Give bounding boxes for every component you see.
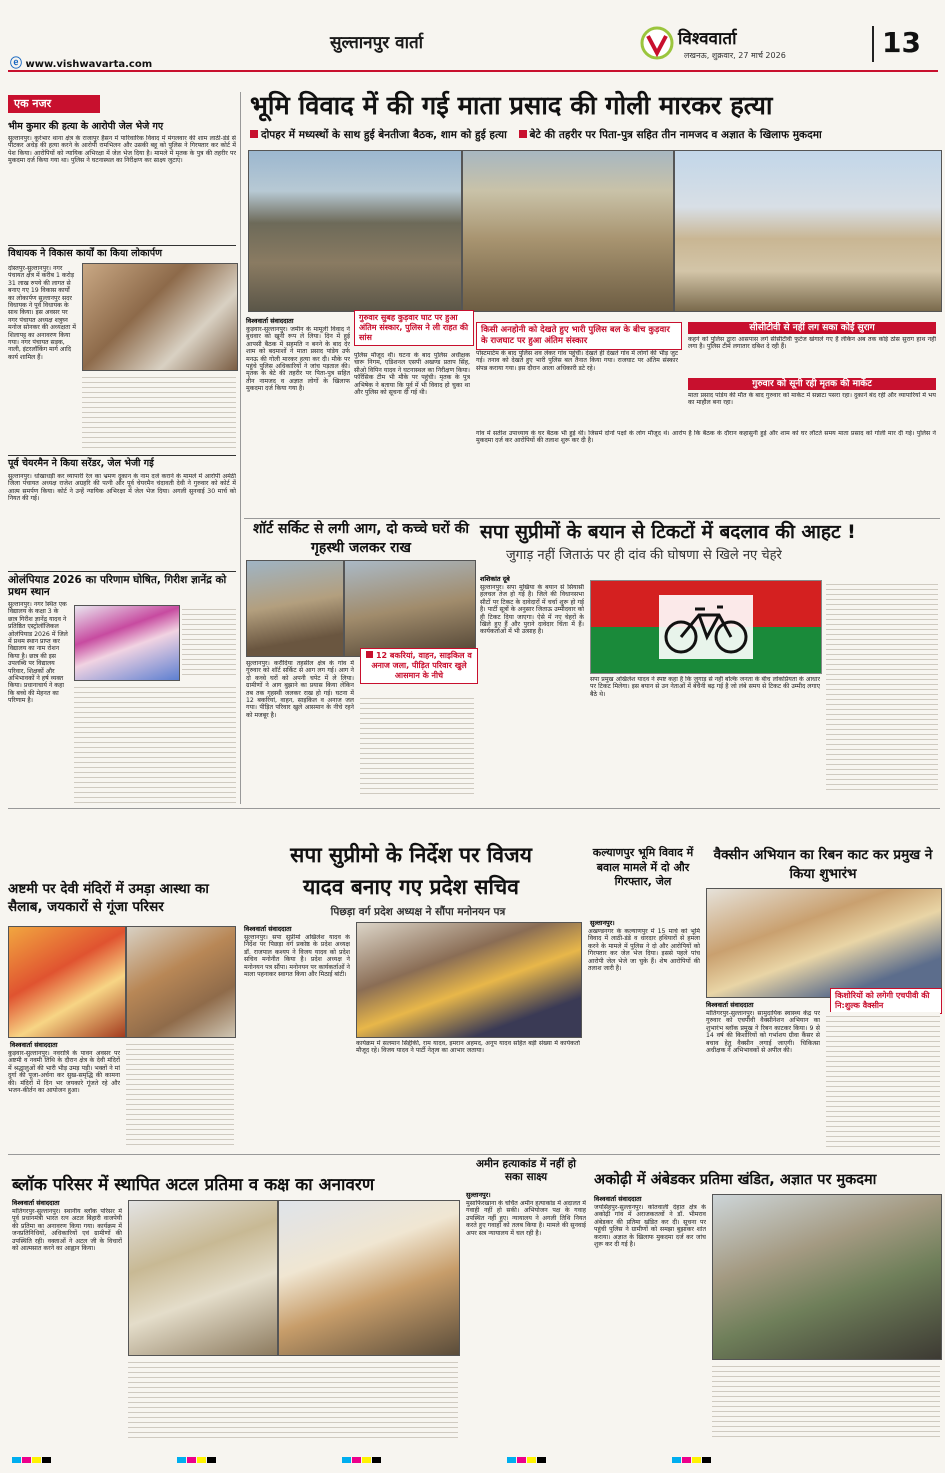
page-number: 13 (882, 26, 921, 59)
sp-body: सुल्तानपुर। सपा मुखिया के बयान से सियासी हलचल तेज हो गई है। जिले की विधानसभा सीटों पर टिकट के दावेदारों में चर्चा शुरू हो गई है। पार्टी सूत्रों के अनुसार जिताऊ उम्मीदवार को ही टिकट दिया जाएगा। ऐसे में नए चेहरों के खिले हुए हैं और पुराने दावेदार चिंता में हैं। कार्यकर्ताओं में भी उत्साह है। (480, 584, 584, 636)
fire-photo (246, 560, 344, 657)
masthead (0, 0, 945, 70)
ambedkar-body: जयसिंहपुर-सुल्तानपुर। कोतवाली देहात क्षेत्र के अकोढ़ी गांव में अराजकतत्वों ने डॉ. भीमराव अंबेडकर की प्रतिमा खंडित कर दी। सूचना पर पहुंची पुलिस ने ग्रामीणों को समझा बुझाकर शांत कराया। अज्ञात के खिलाफ मुकदमा दर्ज कर जांच शुरू कर दी गई है। (594, 1204, 706, 1249)
secretary-sub: पिछड़ा वर्ग प्रदेश अध्यक्ष ने सौंपा मनोनयन पत्र (330, 906, 506, 918)
sidebar-story-1-body: सुल्तानपुर। कूरेभार थाना क्षेत्र के राजापुर हैसन में पारिवारिक विवाद में मंगलवार की शाम लाठी-डंडे से पीटकर अधेड़ की हत्या करने के आरोपी रामभिलन और उसकी बहू को पुलिस ने गिरफ्तार कर कोर्ट में पेश किया। आरोपियों को न्यायिक अभिरक्षा में जेल भेज दिया है। मामले में मृतक के पुत्र की तहरीर पर मुकदमा दर्ज किया गया था। पुलिस ने घटनास्थल का निरीक्षण कर साक्ष्य जुटाए। (8, 135, 236, 165)
bicycle-icon (659, 595, 753, 659)
kalyanpur-headline: कल्याणपुर भूमि विवाद में बवाल मामले में दो और गिरफ्तार, जेल (592, 846, 694, 888)
secretary-body-2: कार्यक्रम में सलमान सिद्दीकी, राम यादव, इमरान अहमद, अनूप यादव सहित बड़ी संख्या में कार्यकर्ता मौजूद रहे। विजय यादव ने पार्टी नेतृत्व का आभार जताया। (356, 1040, 580, 1055)
section-title: सुल्तानपुर वार्ता (330, 33, 424, 53)
sp-byline: शशिकांत दूबे (480, 575, 510, 583)
sidebar-story-4-body-cont (182, 605, 236, 679)
secretary-byline: विश्ववार्ता संवाददाता (244, 925, 292, 933)
secretary-headline-2: यादव बनाए गए प्रदेश सचिव (303, 875, 519, 899)
temple-photo (8, 926, 126, 1038)
lead-strap: दोपहर में मध्यस्थों के साथ हुई बेनतीजा बैठक, शाम को हुई हत्या बेटे की तहरीर पर पिता-पुत्र सहित तीन नामजद व अज्ञात के खिलाफ मुकदमा (250, 126, 940, 144)
lead-body-6: गांव में सतीश उपाध्याय के घर बैठक भी हुई थी। जिसमें दोनों पक्षों के लोग मौजूद थे। आरोप है कि बैठक के दौरान कहासुनी हुई और शाम को घर लौटते समय माता प्रसाद को गोली मार दी गई। पुलिस ने मुकदमा दर्ज कर आरोपियों की तलाश शुरू कर दी है। (476, 430, 936, 445)
mla-photo (82, 263, 238, 371)
cremation-caption: गुरुवार सुबह कुड़वार घाट पर हुआ अंतिम संस्कार, पुलिस ने ली राहत की सांस (354, 310, 474, 346)
lead-body-4: कहने को पुलिस द्वारा आसपास लगे सीसीटीवी फुटेज खंगाले गए हैं लेकिन अब तक कोई ठोस सुराग हाथ नहीं लगा है। पुलिस टीमें लगातार दबिश दे रही हैं। (688, 336, 936, 351)
sp-flag (590, 580, 822, 674)
print-registration-bar (12, 1448, 932, 1456)
temple-body-cont (126, 1040, 234, 1148)
market-photo (674, 150, 942, 312)
fire-body-cont (360, 694, 474, 796)
temple-body: कुड़वार-सुल्तानपुर। नवरात्रि के पावन अवसर पर अष्टमी व नवमी तिथि के दौरान क्षेत्र के देवी मंदिरों में श्रद्धालुओं की भारी भीड़ उमड़ पड़ी। भक्तों ने मां दुर्गा की पूजा-अर्चना कर सुख-समृद्धि की कामना की। मंदिरों में दिन भर जयकारे गूंजते रहे और भजन-कीर्तन का आयोजन हुआ। (8, 1050, 120, 1095)
atal-headline: ब्लॉक परिसर में स्थापित अटल प्रतिमा व कक्ष का अनावरण (12, 1175, 375, 1195)
fire-photo-2 (344, 560, 476, 657)
ambedkar-byline: विश्ववार्ता संवाददाता (594, 1195, 642, 1203)
vaccine-body-cont (826, 1012, 940, 1148)
ambedkar-body-cont (712, 1362, 940, 1438)
lead-body-3: पोस्टमार्टम के बाद पुलिस शव लेकर गांव पहुंची। देखते ही देखते गांव में लोगों की भीड़ जुट गई। तनाव को देखते हुए भारी पुलिस बल तैनात किया गया। राजघाट पर अंतिम संस्कार संपन्न कराया गया। इस दौरान आला अधिकारी डटे रहे। (476, 350, 678, 372)
ambedkar-headline: अकोढ़ी में अंबेडकर प्रतिमा खंडित, अज्ञात पर मुकदमा (594, 1172, 877, 1188)
hatyakand-headline: अमीन हत्याकांड में नहीं हो सका साक्ष्य (476, 1158, 576, 1183)
ie-icon: ⓔ (10, 56, 23, 70)
temple-photo-2 (126, 926, 236, 1038)
sp-subheadline: जुगाड़ नहीं जिताऊं पर ही दांव की घोषणा से खिले नए चेहरे (506, 548, 782, 563)
sp-body-3 (826, 580, 938, 794)
crowd-photo (248, 150, 462, 312)
vaccine-byline: विश्ववार्ता संवाददाता (706, 1001, 754, 1009)
police-photo (462, 150, 674, 312)
secretary-body: सुल्तानपुर। सपा सुप्रीमो अखिलेश यादव के निर्देश पर पिछड़ा वर्ग प्रकोष्ठ के प्रदेश अध्यक्ष डॉ. राजपाल कश्यप ने विजय यादव को प्रदेश सचिव मनोनीत किया है। प्रदेश अध्यक्ष ने मनोनयन पत्र सौंपा। मनोनयन पर कार्यकर्ताओं ने माला पहनाकर स्वागत किया और मिठाई बांटी। (244, 934, 350, 979)
brand-logo (640, 26, 674, 64)
lead-body-1: कुड़वार-सुल्तानपुर। जमीन के मामूली विवाद ने बुधवार को खूनी रूप ले लिया। दिन में हुई आपसी बैठक में सहमति न बनने के बाद देर शाम को बदमाशों ने माता प्रसाद पांडेय उर्फ मनऊ की गोली मारकर हत्या कर दी। मौके पर पहुंचे पुलिस अधिकारियों ने जांच पड़ताल की। मृतक के बेटे की तहरीर पर पिता-पुत्र सहित तीन नामजद व अज्ञात लोगों के खिलाफ मुकदमा दर्ज किया गया है। (246, 326, 350, 393)
atal-photo-2 (278, 1200, 460, 1356)
dateline: लखनऊ, शुक्रवार, 27 मार्च 2026 (684, 51, 786, 60)
lead-headline: भूमि विवाद में की गई माता प्रसाद की गोली मारकर हत्या (250, 91, 773, 121)
hatyakand-byline: सुल्तानपुर। (466, 1191, 491, 1199)
market-caption: गुरुवार को सूनी रही मृतक की मार्केट (688, 378, 936, 390)
sidebar (8, 95, 236, 815)
sidebar-story-1-title: भीम कुमार की हत्या के आरोपी जेल भेजे गए (8, 121, 164, 132)
sidebar-story-3-body: सुल्तानपुर। धोखाधड़ी कर व्यापारी रेल का भ्रमण दूकान के नाम दर्ज कराने के मामले में आरोपी अमेठी जिला पंचायत अध्यक्ष राजेश अग्रहरि की पत्नी और पूर्व चेयरमैन चंदावती देवी ने गुरुवार को कोर्ट में आत्म समर्पण किया। कोर्ट ने उन्हें न्यायिक अभिरक्षा में जेल भेज दिया। अगली सुनवाई 30 मार्च को नियत की गई। (8, 473, 236, 503)
sidebar-story-4-body-more (74, 683, 236, 803)
lead-byline: विश्ववार्ता संवाददाता (246, 317, 294, 325)
website-link[interactable]: ⓔ www.vishwavarta.com (10, 56, 153, 70)
vaccine-headline: वैक्सीन अभियान का रिबन काट कर प्रमुख ने किया शुभारंभ (713, 847, 933, 882)
lead-body-5: माता प्रसाद पांडेय की मौत के बाद गुरुवार को मार्केट में सन्नाटा पसरा रहा। दुकानें बंद रहीं और व्यापारियों में भय का माहौल बना रहा। (688, 392, 936, 407)
atal-body: मोतिगरपुर-सुल्तानपुर। स्थानीय ब्लॉक परिसर में पूर्व प्रधानमंत्री भारत रत्न अटल बिहारी वाजपेयी की प्रतिमा का अनावरण किया गया। कार्यक्रम में जनप्रतिनिधियों, अधिकारियों एवं ग्रामीणों की उपस्थिति रही। वक्ताओं ने अटल जी के विचारों को आत्मसात करने का आह्वान किया। (12, 1208, 122, 1253)
sidebar-story-4-title: ओलंपियाड 2026 का परिणाम घोषित, गिरीश ज्ञानेंद्र को प्रथम स्थान (8, 571, 236, 598)
sidebar-story-2-body: दोस्तपुर-सुल्तानपुर। नगर पंचायत क्षेत्र में करीब 1 करोड़ 31 लाख रुपये की लागत से बनाए गए 19 विकास कार्यों का लोकार्पण सुल्तानपुर सदर विधायक ने पूर्व विधायक के साथ किया। इस अवसर पर नगर पंचायत अध्यक्ष शत्रुघ्न मनोज सोनकर की अध्यक्षता में शिलापट्ट का अनावरण किया गया। नगर पंचायत सड़क, नाली, इंटरलॉकिंग मार्ग आदि कार्य शामिल हैं। (8, 265, 76, 361)
secretary-headline-1: सपा सुप्रीमो के निर्देश पर विजय (290, 843, 532, 867)
sidebar-story-2-body-cont (82, 373, 236, 451)
brand-name: विश्ववार्ता (678, 29, 737, 49)
olympiad-photo (74, 605, 180, 681)
sidebar-story-4-body: सुल्तानपुर। नगर स्थित एक विद्यालय के कक्षा 3 के छात्र गिरीश ज्ञानेंद्र यादव ने प्रतिष्ठित एस्ट्रोलॉजिकल ओलंपियाड 2026 में जिले में प्रथम स्थान प्राप्त कर विद्यालय का नाम रोशन किया है। छात्र की इस उपलब्धि पर विद्यालय परिवार, शिक्षकों और अभिभावकों ने हर्ष व्यक्त किया। प्रधानाचार्य ने कहा कि बच्चे की मेहनत का परिणाम है। (8, 601, 68, 705)
sp-headline: सपा सुप्रीमों के बयान से टिकटों में बदलाव की आहट ! (480, 521, 856, 543)
sidebar-story-3-title: पूर्व चेयरमैन ने किया सरेंडर, जेल भेजी गई (8, 455, 236, 469)
fire-body: सुल्तानपुर। करौंदिया तहसील क्षेत्र के गांव में गुरुवार को शॉर्ट सर्किट से आग लग गई। आग ने दो कच्चे घरों को अपनी चपेट में ले लिया। ग्रामीणों ने आग बुझाने का प्रयास किया लेकिन तब तक गृहस्थी जलकर राख हो गई। घटना में 12 बकरियां, वाहन, साइकिल व अनाज जल गया। पीड़ित परिवार खुले आसमान के नीचे रहने को मजबूर है। (246, 660, 354, 719)
brand-logo-icon (640, 26, 674, 60)
hatyakand-body: मुसाफिरखाना के चर्चित अमीन हत्याकांड में अदालत में गवाही नहीं हो सकी। अभियोजन पक्ष के गवाह उपस्थित नहीं हुए। न्यायालय ने अगली तिथि नियत करते हुए गवाहों को तलब किया है। मामले की सुनवाई अपर सत्र न्यायालय में चल रही है। (466, 1200, 586, 1237)
atal-byline: विश्ववार्ता संवाददाता (12, 1199, 60, 1207)
sp-body-2: सपा प्रमुख अखिलेश यादव ने स्पष्ट कहा है कि जुगाड़ से नहीं बल्कि जनता के बीच लोकप्रियता के आधार पर टिकट मिलेगा। इस बयान से उन नेताओं में बेचैनी बढ़ गई है जो लंबे समय से टिकट की उम्मीद लगाए बैठे थे। (590, 676, 820, 698)
temple-byline: विश्ववार्ता संवाददाता (10, 1041, 58, 1049)
cctv-caption: सीसीटीवी से नहीं लग सका कोई सुराग (688, 322, 936, 334)
temple-headline: अष्टमी पर देवी मंदिरों में उमड़ा आस्था का सैलाब, जयकारों से गूंजा परिसर (8, 881, 209, 915)
sidebar-header: एक नजर (8, 95, 100, 113)
kalyanpur-byline: सुल्तानपुर। (590, 919, 615, 927)
secretary-photo (356, 922, 582, 1038)
atal-body-cont (128, 1358, 458, 1438)
vaccine-caption: किशोरियों को लगेगी एचपीवी की नि:शुल्क वैक्सीन (830, 988, 942, 1014)
bullet-icon (366, 651, 373, 658)
vaccine-body: मोतिगरपुर-सुल्तानपुर। सामुदायिक स्वास्थ्य केंद्र पर गुरुवार को एचपीवी वैक्सीनेशन अभियान का शुभारंभ ब्लॉक प्रमुख ने रिबन काटकर किया। 9 से 14 वर्ष की किशोरियों को गर्भाशय ग्रीवा कैंसर से बचाव हेतु वैक्सीन लगाई जाएगी। चिकित्सा अधीक्षक ने अभिभावकों से अपील की। (706, 1010, 820, 1055)
fire-caption: 12 बकरियां, वाहन, साइकिल व अनाज जला, पीड़ित परिवार खुले आसमान के नीचे (360, 648, 478, 684)
lead-body-2: पुलिस मौजूद थी। घटना के बाद पुलिस अधीक्षक चारू निगम, एडिशनल एसपी अखण्ड प्रताप सिंह, सीओ विपिन यादव ने घटनास्थल का निरीक्षण किया। फॉरेंसिक टीम भी मौके पर पहुंची। मृतक के पुत्र अभिषेक ने बताया कि पूर्व में भी विवाद हो चुका था और पुलिस को सूचना दी गई थी। (354, 352, 470, 397)
kalyanpur-body: अखण्डनगर के कल्याणपुर में 15 मार्च को भूमि विवाद में लाठी-डंडे व धारदार हथियारों से हमला करने के मामले में पुलिस ने दो और आरोपियों को गिरफ्तार कर जेल भेज दिया। इससे पहले पांच आरोपी जेल भेजे जा चुके हैं। शेष आरोपियों की तलाश जारी है। (588, 928, 700, 973)
vaccine-photo (706, 888, 942, 998)
police-force-caption: किसी अनहोनी को देखते हुए भारी पुलिस बल के बीच कुड़वार के राजघाट पर हुआ अंतिम संस्कार (476, 322, 682, 350)
ambedkar-photo (712, 1194, 942, 1360)
fire-headline: शॉर्ट सर्किट से लगी आग, दो कच्चे घरों की गृहस्थी जलकर राख (252, 521, 470, 556)
sidebar-story-2-title: विधायक ने विकास कार्यों का किया लोकार्पण (8, 245, 236, 259)
atal-photo (128, 1200, 278, 1356)
